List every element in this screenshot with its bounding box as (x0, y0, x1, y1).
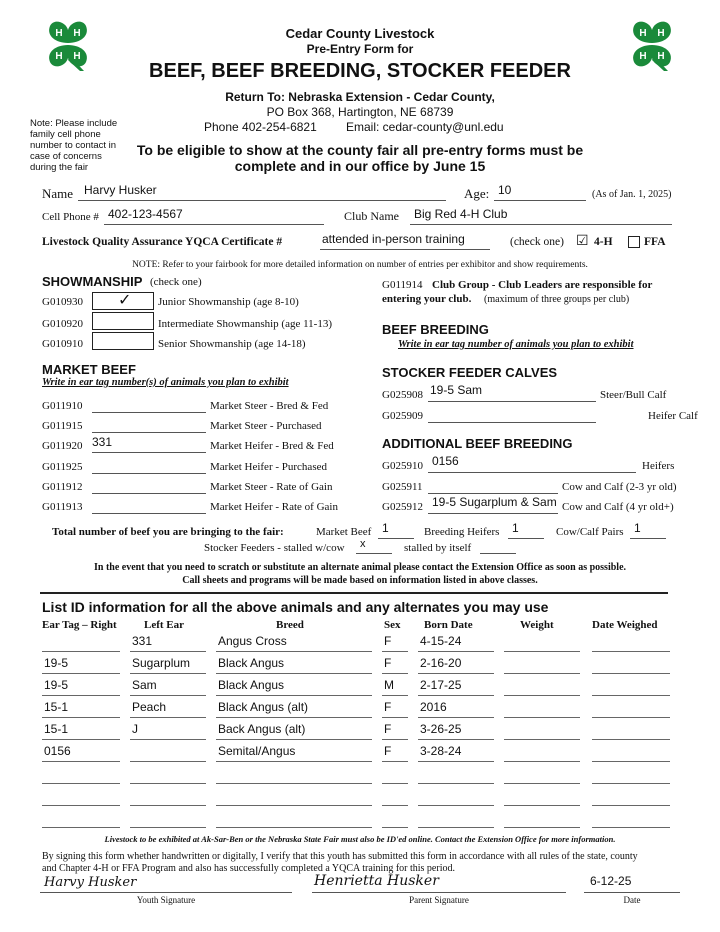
table-cell-line (504, 739, 580, 740)
table-cell-line (592, 651, 670, 652)
market-beef-title: MARKET BEEF (42, 362, 136, 377)
market-beef-code: G011920 (42, 440, 83, 452)
table-header: Date Weighed (592, 619, 658, 631)
table-cell-line (382, 827, 408, 828)
table-header: Weight (520, 619, 554, 631)
table-cell[interactable]: 2016 (420, 700, 447, 714)
market-beef-line (92, 513, 206, 514)
table-cell[interactable]: Black Angus (218, 656, 285, 670)
table-cell[interactable]: Sugarplum (132, 656, 191, 670)
showmanship-box-senior[interactable] (92, 332, 154, 350)
table-cell-line (42, 805, 120, 806)
club-group-text-2: entering your club. (382, 293, 472, 305)
table-cell-line (216, 805, 372, 806)
table-cell-line (592, 673, 670, 674)
showmanship-check-note: (check one) (150, 276, 202, 288)
market-beef-line (92, 473, 206, 474)
additional-class: Heifers (642, 460, 675, 472)
additional-breeding-title: ADDITIONAL BEEF BREEDING (382, 436, 573, 451)
fairbook-note: NOTE: Refer to your fairbook for more detailed information on number of entries per exhibitor and show requirements. (132, 260, 588, 270)
table-cell[interactable]: 2-17-25 (420, 678, 462, 692)
market-beef-tag-field[interactable]: 331 (92, 435, 113, 449)
breeding-heifers-total-label: Breeding Heifers (424, 526, 500, 538)
table-cell[interactable]: 15-1 (44, 722, 69, 736)
market-beef-total[interactable]: 1 (382, 521, 389, 535)
additional-tag-field[interactable]: 19-5 Sugarplum & Sam (432, 495, 557, 509)
table-cell-line (130, 739, 206, 740)
table-cell-line (418, 717, 494, 718)
youth-signature[interactable]: Harvy Husker (44, 875, 137, 890)
table-cell-line (592, 739, 670, 740)
parent-signature-label: Parent Signature (409, 895, 469, 905)
market-beef-code: G011925 (42, 461, 83, 473)
table-header: Ear Tag – Right (42, 619, 117, 631)
aksarben-notice: Livestock to be exhibited at Ak-Sar-Ben or the Nebraska State Fair must also be ID'ed online. Contact the Extension Office for more information. (104, 834, 616, 844)
svg-text:H: H (657, 28, 665, 39)
table-cell-line (42, 673, 120, 674)
table-cell-line (592, 761, 670, 762)
table-cell[interactable]: Black Angus (218, 678, 285, 692)
additional-code: G025910 (382, 460, 423, 472)
table-cell[interactable]: 331 (132, 634, 153, 648)
showmanship-label: Intermediate Showmanship (age 11-13) (158, 318, 333, 330)
table-cell-line (216, 739, 372, 740)
table-cell-line (42, 827, 120, 828)
stocker-class: Steer/Bull Calf (600, 389, 667, 401)
table-cell-line (42, 695, 120, 696)
showmanship-code: G010930 (42, 296, 83, 308)
table-cell[interactable]: 15-1 (44, 700, 69, 714)
return-address: PO Box 368, Hartington, NE 68739 (266, 105, 454, 119)
additional-class: Cow and Calf (4 yr old+) (562, 501, 674, 513)
table-cell-line (42, 783, 120, 784)
table-cell[interactable]: Back Angus (alt) (218, 722, 306, 736)
stalled-itself-label: stalled by itself (404, 542, 472, 554)
table-header: Left Ear (144, 619, 185, 631)
market-beef-subtitle: Write in ear tag number(s) of animals you plan to exhibit (42, 377, 289, 388)
market-beef-total-label: Market Beef (316, 526, 372, 538)
table-cell[interactable]: Black Angus (alt) (218, 700, 309, 714)
stocker-code: G025908 (382, 389, 423, 401)
check-one-label: (check one) (510, 236, 564, 248)
signature-date[interactable]: 6-12-25 (590, 874, 632, 888)
svg-text:H: H (639, 28, 647, 39)
table-cell-line (382, 717, 408, 718)
market-beef-line (92, 452, 206, 453)
table-cell-line (382, 673, 408, 674)
table-cell-line (504, 783, 580, 784)
cell-phone-label: Cell Phone # (42, 211, 99, 223)
list-id-title: List ID information for all the above animals and any alternates you may use (42, 599, 549, 615)
office-email: Email: cedar-county@unl.edu (346, 120, 504, 134)
market-beef-class: Market Heifer - Rate of Gain (210, 501, 338, 513)
table-cell[interactable]: 19-5 (44, 656, 69, 670)
table-cell-line (418, 761, 494, 762)
table-header: Breed (276, 619, 304, 631)
ffa-checkbox[interactable] (628, 236, 640, 248)
table-cell-line (418, 783, 494, 784)
additional-code: G025912 (382, 501, 423, 513)
table-cell-line (216, 761, 372, 762)
org-name: Cedar County Livestock (285, 26, 435, 41)
market-beef-code: G011912 (42, 481, 83, 493)
table-cell[interactable]: Peach (132, 700, 167, 714)
table-cell[interactable]: F (384, 744, 392, 758)
table-cell-line (216, 695, 372, 696)
market-beef-class: Market Heifer - Purchased (210, 461, 327, 473)
age-label: Age: (464, 186, 490, 201)
stocker-title: STOCKER FEEDER CALVES (382, 365, 558, 380)
4h-option-label: 4-H (594, 236, 613, 248)
scratch-notice: In the event that you need to scratch or substitute an alternate animal please contact the Extension Office as soon as possible. (93, 562, 627, 573)
table-cell-line (382, 739, 408, 740)
club-group-code: G011914 (382, 279, 423, 291)
table-header: Sex (384, 619, 401, 631)
table-cell-line (504, 673, 580, 674)
market-beef-class: Market Steer - Purchased (210, 420, 322, 432)
svg-text:H: H (55, 28, 63, 39)
return-to: Return To: Nebraska Extension - Cedar County, (225, 90, 495, 104)
table-cell-line (418, 739, 494, 740)
call-sheet-notice: Call sheets and programs will be made based on information listed in above classes. (182, 575, 538, 586)
additional-tag-field[interactable]: 0156 (432, 454, 459, 468)
table-cell-line (216, 827, 372, 828)
market-beef-class: Market Steer - Rate of Gain (210, 481, 333, 493)
svg-text:H: H (639, 51, 647, 62)
table-cell-line (130, 761, 206, 762)
table-cell-line (418, 695, 494, 696)
table-cell-line (504, 651, 580, 652)
table-cell-line (592, 717, 670, 718)
table-cell-line (418, 673, 494, 674)
totals-label: Total number of beef you are bringing to the fair: (52, 526, 284, 538)
table-cell-line (216, 673, 372, 674)
table-cell-line (382, 651, 408, 652)
market-beef-class: Market Steer - Bred & Fed (210, 400, 329, 412)
divider (40, 592, 668, 594)
table-cell-line (504, 761, 580, 762)
stocker-tag-field[interactable]: 19-5 Sam (430, 383, 483, 397)
table-cell[interactable]: 2-16-20 (420, 656, 462, 670)
svg-text:H: H (657, 51, 665, 62)
table-cell-line (216, 651, 372, 652)
table-cell[interactable]: F (384, 656, 392, 670)
table-cell-line (382, 761, 408, 762)
stocker-code: G025909 (382, 410, 423, 422)
office-phone: Phone 402-254-6821 (204, 120, 317, 134)
breeding-heifers-total[interactable]: 1 (512, 521, 519, 535)
cell-phone-field[interactable]: 402-123-4567 (108, 207, 183, 221)
stocker-line (428, 401, 596, 402)
club-label: Club Name (344, 209, 399, 223)
table-cell[interactable]: 3-26-25 (420, 722, 462, 736)
yqca-field[interactable]: attended in-person training (322, 232, 465, 246)
4h-checkbox[interactable]: ☑ (576, 232, 589, 248)
table-cell[interactable]: M (384, 678, 394, 692)
table-cell[interactable]: 19-5 (44, 678, 69, 692)
club-group-text: Club Group - Club Leaders are responsible for (432, 279, 653, 291)
table-cell[interactable]: 4-15-24 (420, 634, 462, 648)
table-cell-line (592, 805, 670, 806)
svg-text:H: H (73, 28, 81, 39)
table-header: Born Date (424, 619, 473, 631)
consent-line-2: and Chapter 4-H or FFA Program and also has successfully completed a YQCA training for this period. (42, 863, 455, 874)
table-cell-line (130, 783, 206, 784)
table-cell-line (504, 695, 580, 696)
form-subtitle: Pre-Entry Form for (306, 42, 414, 56)
form-title: BEEF, BEEF BREEDING, STOCKER FEEDER (149, 60, 571, 82)
table-cell-line (418, 805, 494, 806)
table-cell[interactable]: 3-28-24 (420, 744, 462, 758)
market-beef-line (92, 412, 206, 413)
stocker-line (428, 422, 596, 423)
svg-text:H: H (73, 51, 81, 62)
table-cell-line (216, 717, 372, 718)
market-beef-code: G011915 (42, 420, 83, 432)
table-cell-line (592, 695, 670, 696)
market-beef-code: G011910 (42, 400, 83, 412)
showmanship-box-intermediate[interactable] (92, 312, 154, 330)
additional-class: Cow and Calf (2-3 yr old) (562, 481, 677, 493)
table-cell-line (382, 695, 408, 696)
table-cell-line (130, 805, 206, 806)
table-cell[interactable]: J (132, 722, 138, 736)
table-cell[interactable]: F (384, 722, 392, 736)
beef-breeding-subtitle: Write in ear tag number of animals you plan to exhibit (398, 339, 634, 350)
table-cell[interactable]: 0156 (44, 744, 71, 758)
stocker-stalled-label: Stocker Feeders - stalled w/cow (204, 542, 345, 554)
deadline-line-1: To be eligible to show at the county fair all pre-entry forms must be (136, 142, 584, 158)
table-cell-line (130, 651, 206, 652)
market-beef-line (92, 432, 206, 433)
stocker-class: Heifer Calf (648, 410, 698, 422)
additional-line (428, 513, 558, 514)
table-cell-line (130, 695, 206, 696)
additional-code: G025911 (382, 481, 423, 493)
table-cell-line (130, 827, 206, 828)
showmanship-code: G010910 (42, 338, 83, 350)
showmanship-code: G010920 (42, 318, 83, 330)
phone-note: Note: Please include family cell phone number to contact in case of concerns during the fair (30, 118, 118, 173)
table-cell-line (130, 673, 206, 674)
table-cell[interactable]: Semital/Angus (218, 744, 296, 758)
market-beef-code: G011913 (42, 501, 83, 513)
table-cell-line (592, 783, 670, 784)
cow-calf-total[interactable]: 1 (634, 521, 641, 535)
table-cell[interactable]: F (384, 634, 392, 648)
name-label: Name (42, 186, 74, 201)
youth-signature-label: Youth Signature (136, 895, 196, 905)
table-cell-line (42, 651, 120, 652)
additional-line (428, 472, 636, 473)
table-cell-line (42, 761, 120, 762)
club-group-note: (maximum of three groups per club) (484, 294, 630, 305)
beef-breeding-title: BEEF BREEDING (382, 322, 489, 337)
table-cell-line (382, 783, 408, 784)
market-beef-class: Market Heifer - Bred & Fed (210, 440, 334, 452)
age-note: (As of Jan. 1, 2025) (592, 189, 672, 200)
yqca-label: Livestock Quality Assurance YQCA Certificate # (42, 236, 283, 248)
table-cell-line (504, 827, 580, 828)
table-cell-line (592, 827, 670, 828)
name-field[interactable]: Harvy Husker (84, 183, 157, 197)
stocker-stalled-field[interactable]: x (360, 538, 366, 550)
table-cell-line (216, 783, 372, 784)
market-beef-line (92, 493, 206, 494)
age-field[interactable]: 10 (498, 183, 512, 197)
table-cell[interactable]: F (384, 700, 392, 714)
table-cell-line (418, 651, 494, 652)
showmanship-label: Junior Showmanship (age 8-10) (158, 296, 299, 308)
check-mark: ✓ (118, 292, 132, 309)
table-cell-line (504, 717, 580, 718)
date-label: Date (623, 895, 641, 905)
svg-text:H: H (55, 51, 63, 62)
showmanship-title: SHOWMANSHIP (42, 274, 143, 289)
table-cell[interactable]: Angus Cross (218, 634, 287, 648)
additional-line (428, 493, 558, 494)
consent-line-1: By signing this form whether handwritten or digitally, I verify that this youth has submitted this form in accordance with all rules of the state, county (42, 851, 638, 862)
table-cell[interactable]: Sam (132, 678, 157, 692)
parent-signature[interactable]: Henrietta Husker (314, 873, 439, 889)
table-cell-line (130, 717, 206, 718)
table-cell-line (42, 717, 120, 718)
table-cell-line (382, 805, 408, 806)
club-field[interactable]: Big Red 4-H Club (414, 207, 508, 221)
table-cell-line (504, 805, 580, 806)
deadline-line-2: complete and in our office by June 15 (234, 158, 486, 174)
showmanship-label: Senior Showmanship (age 14-18) (158, 338, 306, 350)
table-cell-line (418, 827, 494, 828)
table-cell-line (42, 739, 120, 740)
cow-calf-total-label: Cow/Calf Pairs (556, 526, 624, 538)
ffa-option-label: FFA (644, 236, 666, 248)
